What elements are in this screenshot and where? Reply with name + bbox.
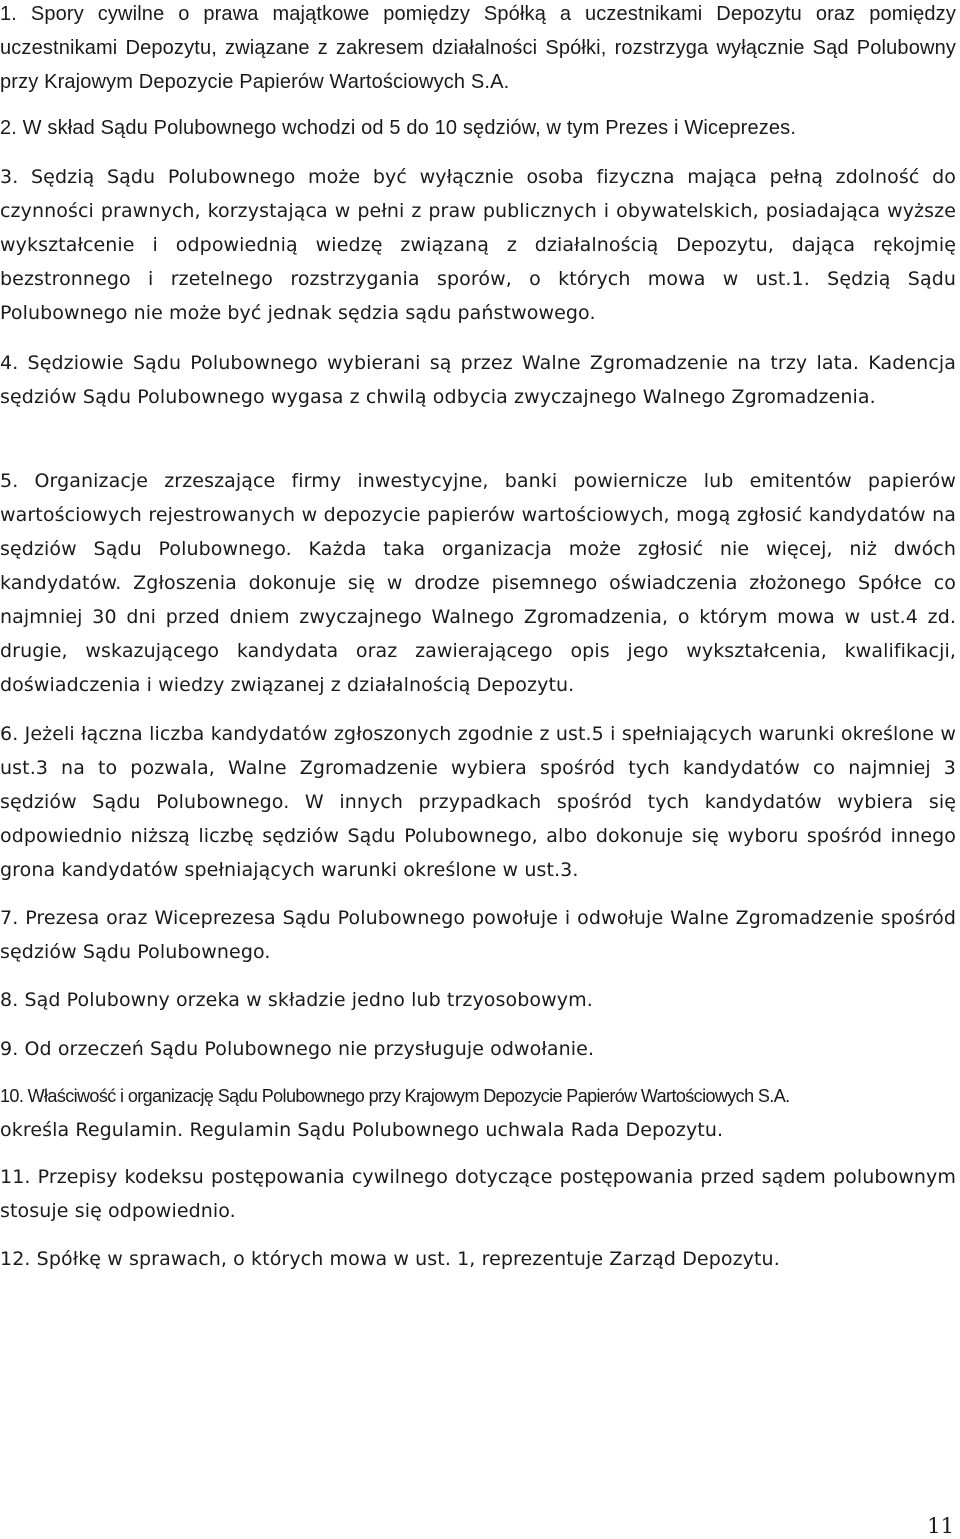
paragraph-9: 9. Od orzeczeń Sądu Polubownego nie przysługuje odwołanie.: [0, 1038, 595, 1060]
paragraph-12: 12. Spółkę w sprawach, o których mowa w ust. 1, reprezentuje Zarząd Depozytu.: [0, 1248, 780, 1270]
paragraph-1: 1. Spory cywilne o prawa majątkowe pomiędzy Spółką a uczestnikami Depozytu oraz pomiędzy uczestnikami Depozytu, związane z zakresem działalności Spółki, rozstrzyga wyłącznie Sąd Polubowny przy Krajowym Depozycie Papierów Wartościowych S.A.: [0, 3, 956, 93]
paragraph-10: [0, 1079, 956, 1147]
paragraph-11: 11. Przepisy kodeksu postępowania cywilnego dotyczące postępowania przed sądem polubownym stosuje się odpowiednio.: [0, 1166, 956, 1222]
paragraph-2: 2. W skład Sądu Polubownego wchodzi od 5 do 10 sędziów, w tym Prezes i Wiceprezes.: [0, 117, 797, 139]
paragraph-10-line-2: określa Regulamin. Regulamin Sądu Polubownego uchwala Rada Depozytu.: [0, 1119, 724, 1141]
page-number: 11: [927, 1514, 954, 1538]
paragraph-6: 6. Jeżeli łączna liczba kandydatów zgłoszonych zgodnie z ust.5 i spełniających warunki określone w ust.3 na to pozwala, Walne Zgromadzenie wybiera spośród tych kandydatów co najmniej 3 sędziów Sądu Polubownego. W innych przypadkach spośród tych kandydatów wybiera się odpowiednio niższą liczbę sędziów Sądu Polubownego, albo dokonuje się wyboru spośród innego grona kandydatów spełniających warunki określone w ust.3.: [0, 723, 956, 881]
paragraph-4: 4. Sędziowie Sądu Polubownego wybierani są przez Walne Zgromadzenie na trzy lata. Kadencja sędziów Sądu Polubownego wygasa z chwilą odbycia zwyczajnego Walnego Zgromadzenia.: [0, 352, 956, 408]
paragraph-8: 8. Sąd Polubowny orzeka w składzie jedno lub trzyosobowym.: [0, 989, 593, 1011]
paragraph-10-line-1: 10. Właściwość i organizację Sądu Polubownego przy Krajowym Depozycie Papierów Wartościowych S.A.: [0, 1086, 790, 1106]
paragraph-7: 7. Prezesa oraz Wiceprezesa Sądu Polubownego powołuje i odwołuje Walne Zgromadzenie spośród sędziów Sądu Polubownego.: [0, 907, 956, 963]
paragraph-3: 3. Sędzią Sądu Polubownego może być wyłącznie osoba fizyczna mająca pełną zdolność do czynności prawnych, korzystająca w pełni z praw publicznych i obywatelskich, posiadająca wyższe wykształcenie i odpowiednią wiedzę związaną z działalnością Depozytu, dająca rękojmię bezstronnego i rzetelnego rozstrzygania sporów, o których mowa w ust.1. Sędzią Sądu Polubownego nie może być jednak sędzia sądu państwowego.: [0, 166, 956, 324]
paragraph-5: 5. Organizacje zrzeszające firmy inwestycyjne, banki powiernicze lub emitentów papierów wartościowych rejestrowanych w depozycie papierów wartościowych, mogą zgłosić kandydatów na sędziów Sądu Polubownego. Każda taka organizacja może zgłosić nie więcej, niż dwóch kandydatów. Zgłoszenia dokonuje się w drodze pisemnego oświadczenia złożonego Spółce co najmniej 30 dni przed dniem zwyczajnego Walnego Zgromadzenia, o którym mowa w ust.4 zd. drugie, wskazującego kandydata oraz zawierającego opis jego wykształcenia, kwalifikacji, doświadczenia i wiedzy związanej z działalnością Depozytu.: [0, 470, 956, 696]
